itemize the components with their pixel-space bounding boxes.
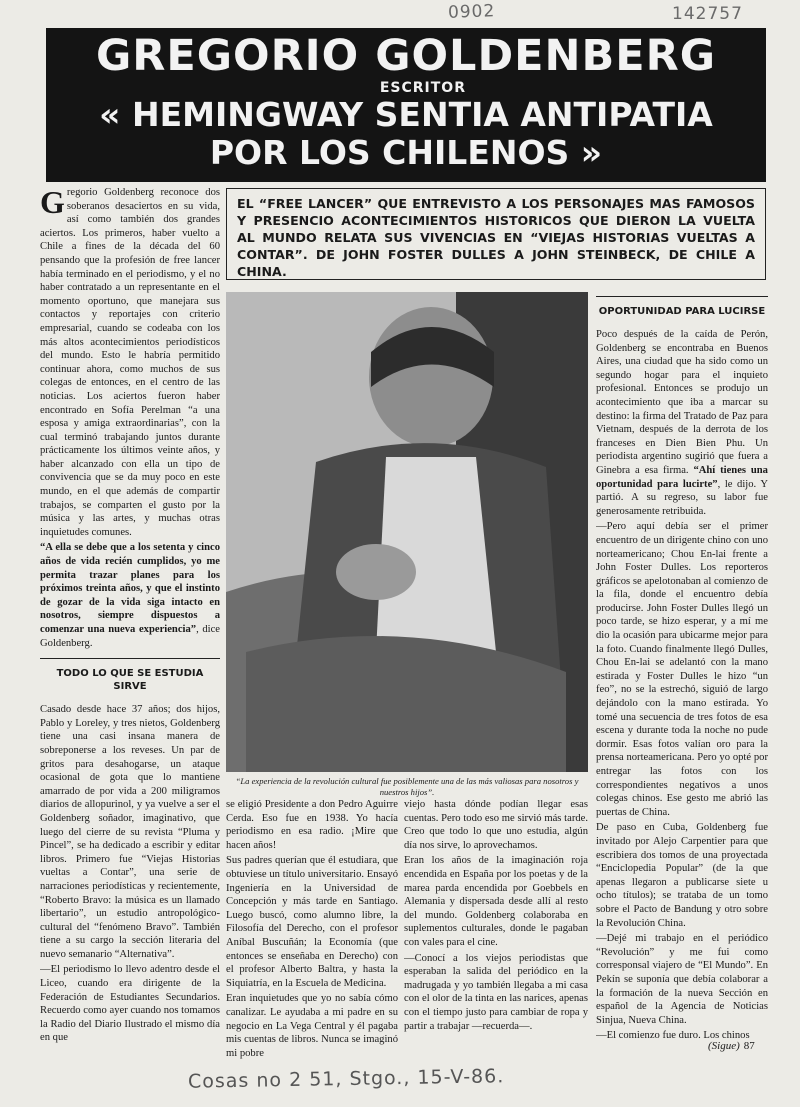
paragraph: “A ella se debe que a los setenta y cinco años de vida recién cumplidos, yo me permita trazar planes para los próximos treinta años, y que el instinto de gozar de la vida siga intacto en nosotros, siempre dispuestos a comenzar una nueva experiencia”, dice Goldenberg. [40,542,220,649]
paragraph: Eran los años de la imaginación roja encendida en España por los poetas y de la marea parda encendida por Goebbels en Alemania y dispersada desde allí al resto del mundo. Goldenberg colaboraba en suplementos culturales, donde le pagaban con vales para el cine. [404,855,588,948]
right-column [596,292,768,1045]
handwritten-source-note: Cosas no 2 51, Stgo., 15-V-86. [187,1065,505,1093]
headline-quote-line-1: « HEMINGWAY SENTIA ANTIPATIA [99,95,713,134]
bold-quote: “A ella se debe que a los setenta y cinco años de vida recién cumplidos, yo me permita trazar planes para los próximos treinta años, y que el instinto de gozar de la vida siga intacto en nosotros, siempre dispuestos a comenzar una nueva experiencia” [40,542,220,635]
handwritten-archive-number: 142757 [672,4,743,24]
section-subhead: OPORTUNIDAD PARA LUCIRSE [596,296,768,318]
continued-label: (Sigue) [708,1040,740,1052]
portrait-photo [226,292,588,772]
section-subhead: TODO LO QUE SE ESTUDIA SIRVE [40,658,220,693]
paragraph: De paso en Cuba, Goldenberg fue invitado por Alejo Carpentier para que escribiera dos tomos de una proyectada “Enciclopedia Popular” (de la que apenas llegaron a publicarse siete u ocho títulos); se trataba de un tomo sobre el Pacto de Bandung y otro sobre la Revolución China. [596,822,768,929]
page-title: GREGORIO GOLDENBERG [95,31,717,81]
paragraph: —Conocí a los viejos periodistas que esperaban la salida del periódico en la madrugada y yo también llegaba a mi casa con el olor de la tinta en las narices, apenas con el tiempo justo para cambiar de ropa y partir a trabajar —recuerda—. [404,952,588,1032]
bold-quote: “Ahí tienes una oportunidad para lucirte” [596,464,768,490]
paragraph: viejo hasta dónde podían llegar esas cuentas. Pero todo eso me sirvió más tarde. Creo que todo lo que uno estudia, algún día nos sirve, lo aprovechamos. [404,799,588,851]
paragraph: Gregorio Goldenberg reconoce dos soberanos desaciertos en su vida, así como también dos grandes aciertos. Los primeros, haber vuelto a Chile a fines de la década del 60 pensando que la profesión de free lancer había terminado en el periodismo, y el no haber contratado a un representante en el momento oportuno, que manejara sus contactos y reportajes con criterio empresarial, cuando se codeaba con los más altos acontecimientos periodísticos del mundo. Esto le habría permitido continuar ahora, como muchos de sus colegas de entonces, en el centro de las noticias. Los aciertos fueron haber encontrado en Sofía Perelman “a una esposa y amiga extraordinarias”, con la cual terminó trabajando juntos durante prácticamente los últimos veinte años, y haber alcanzado con ella un tipo de convivencia que se da muy poco en este mundo, en el que además de compartir trabajos, se comparten el gusto por la música y las artes, y muchas otras inquietudes comunes. [40,186,220,538]
photo-caption: “La experiencia de la revolución cultural fue posiblemente una de las más valiosas para nosotros y nuestros hijos”. [235,776,579,797]
paragraph: —El comienzo fue duro. Los chinos [596,1030,750,1042]
paragraph: —Dejé mi trabajo en el periódico “Revolución” y me fui como corresponsal viajero de “El Mundo”. En Pekín se suponía que debía colaborar a la formación de la nueva Sección en español de la Agencia de Noticias Sinjua, Nueva China. [596,933,768,1026]
subject-role: ESCRITOR [379,80,466,96]
dropcap: G [40,186,65,220]
intro-box: EL “FREE LANCER” QUE ENTREVISTO A LOS PERSONAJES MAS FAMOSOS Y PRESENCIO ACONTECIMIENTOS HISTORICOS QUE DIERON LA VUELTA AL MUNDO RELATA SUS VIVENCIAS EN “VIEJAS HISTORIAS VUELTAS A CONTAR”. DE JOHN FOSTER DULLES A JOHN STEINBECK, DE CHILE A CHINA. [226,188,766,280]
middle-column-1 [226,798,398,1062]
page-footer [708,1040,755,1052]
paragraph: se eligió Presidente a don Pedro Aguirre Cerda. Eso fue en 1938. Yo hacía periodismo en esa radio. ¡Mire que hacen años! [226,799,398,851]
headline-quote-line-2: POR LOS CHILENOS » [209,133,603,172]
page-number: 87 [743,1040,755,1052]
middle-column-2 [404,798,588,1035]
paragraph: Eran inquietudes que yo no sabía cómo canalizar. Le ayudaba a mi padre en su negocio en La Vega Central y él pagaba mis cuentas de libros. Nunca se imaginó mi pobre [226,993,398,1059]
paragraph: —Pero aquí debía ser el primer encuentro de un dirigente chino con uno norteamericano; Chou En-lai frente a John Foster Dulles. Los reporteros gráficos se apelotonaban al comienzo de la fila, donde el encuentro debía producirse. John Foster Dulles llegó un poco tarde, se hizo esperar, y a mí me dio la ocasión para ubicarme mejor para la foto. Cuando finalmente llegó Dulles, Chou En-lai se adelantó con la mano estirada y Foster Dulles le hizo “un feo”, no se la estrechó, siguió de largo dejándolo con la mano estirada. Yo tomé una secuencia de tres fotos de esa escena y durante toda la noche no pude dormir. Esas fotos valían oro para la prensa norteamericana. Pero yo opté por entregar las fotos con los correspondientes negativos a unos colegas chinos. Ese gesto me abrió las puertas de China. [596,521,768,818]
headline-banner [46,28,766,182]
handwritten-number-top: 0902 [447,1,496,23]
paragraph: Casado desde hace 37 años; dos hijos, Pablo y Loreley, y tres nietos, Goldenberg tiene una casi insana manera de sobreponerse a los reveses. Un par de gritos para desahogarse, un ataque ocasional de gota que lo mantiene amarrado de por vida a 200 miligramos diarios de allopurinol, y ya vuelve a ser el Goldenberg soñador, imaginativo, que luego del cierre de su revista “Pluma y Pincel”, se ha dedicado a escribir y editar libros. Primero fue “Viejas Historias vueltas a Contar”, una serie de narraciones periodísticas y recientemente, “Roberto Bravo: la música es un llamado libertario”, un estudio antropológico-cultural del “fenómeno Bravo”. También tiene a su cargo la sección literaria del nuevo semanario “Alternativa”. [40,704,220,960]
paragraph: Poco después de la caída de Perón, Goldenberg se encontraba en Buenos Aires, una ciudad que ha sido como un segundo hogar para el inquieto profesional. Entonces se produjo un acontecimiento que iba a marcar su destino: la firma del Tratado de Paz para Vietnam, después de la derrota de los franceses en Dien Bien Phu. Un periodista argentino sugirió que fuera a Ginebra a esa firma. “Ahí tienes una oportunidad para lucirte”, le dijo. Y partió. A su regreso, su labor fue generosamente retribuida. [596,329,768,517]
paragraph: Sus padres querían que él estudiara, que obtuviese un título universitario. Ensayó Ingeniería en la Universidad de Concepción y más tarde en Santiago. Luego buscó, como alumno libre, la Filosofía del Derecho, con el profesor Aníbal Buscuñán; la Economía (que entonces se enseñaba en Derecho) con el profesor Alberto Baltra, y hasta la Siquiatría, en la Escuela de Medicina. [226,855,398,989]
left-column [40,186,220,1047]
paragraph: —El periodismo lo llevo adentro desde el Liceo, cuando era dirigente de la Federación de Estudiantes Secundarios. Recuerdo como ayer cuando nos tomamos la Radio del Diario Ilustrado el mismo día en que [40,964,220,1044]
